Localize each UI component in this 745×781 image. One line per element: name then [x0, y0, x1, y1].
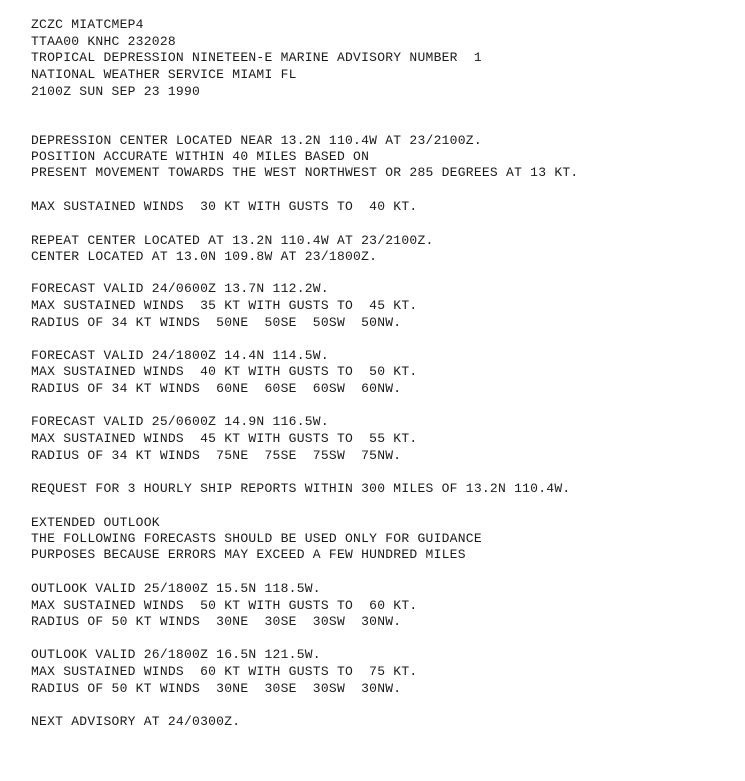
outlook-2-valid: OUTLOOK VALID 26/1800Z 16.5N 121.5W. — [31, 647, 321, 662]
outlook-1-valid: OUTLOOK VALID 25/1800Z 15.5N 118.5W. — [31, 581, 321, 596]
forecast-3-radius: RADIUS OF 34 KT WINDS 75NE 75SE 75SW 75NW. — [31, 448, 402, 463]
extended-outlook-line-2: THE FOLLOWING FORECASTS SHOULD BE USED ONLY FOR GUIDANCE — [31, 531, 482, 546]
issue-time: 2100Z SUN SEP 23 1990 — [31, 84, 201, 99]
next-advisory: NEXT ADVISORY AT 24/0300Z. — [31, 714, 241, 729]
forecast-3-valid: FORECAST VALID 25/0600Z 14.9N 116.5W. — [31, 414, 329, 429]
ship-report-request: REQUEST FOR 3 HOURLY SHIP REPORTS WITHIN 300 MILES OF 13.2N 110.4W. — [31, 481, 571, 496]
forecast-1-radius: RADIUS OF 34 KT WINDS 50NE 50SE 50SW 50NW. — [31, 315, 402, 330]
forecast-1-valid: FORECAST VALID 24/0600Z 13.7N 112.2W. — [31, 281, 329, 296]
forecast-1-winds: MAX SUSTAINED WINDS 35 KT WITH GUSTS TO 45 KT. — [31, 298, 418, 313]
forecast-2-radius: RADIUS OF 34 KT WINDS 60NE 60SE 60SW 60NW. — [31, 381, 402, 396]
winds-line-1: MAX SUSTAINED WINDS 30 KT WITH GUSTS TO 40 KT. — [31, 199, 418, 214]
extended-outlook-heading: EXTENDED OUTLOOK — [31, 515, 160, 530]
repeat-line-2: CENTER LOCATED AT 13.0N 109.8W AT 23/1800Z. — [31, 249, 378, 264]
header-line-2: TTAA00 KNHC 232028 — [31, 34, 176, 49]
center-line-3: PRESENT MOVEMENT TOWARDS THE WEST NORTHWEST OR 285 DEGREES AT 13 KT. — [31, 165, 579, 180]
header-line-1: ZCZC MIATCMEP4 — [31, 17, 144, 32]
issuing-office: NATIONAL WEATHER SERVICE MIAMI FL — [31, 67, 297, 82]
outlook-1-winds: MAX SUSTAINED WINDS 50 KT WITH GUSTS TO 60 KT. — [31, 598, 418, 613]
repeat-line-1: REPEAT CENTER LOCATED AT 13.2N 110.4W AT 23/2100Z. — [31, 233, 434, 248]
outlook-1-radius: RADIUS OF 50 KT WINDS 30NE 30SE 30SW 30NW. — [31, 614, 402, 629]
advisory-title: TROPICAL DEPRESSION NINETEEN-E MARINE ADVISORY NUMBER 1 — [31, 50, 482, 65]
extended-outlook-line-3: PURPOSES BECAUSE ERRORS MAY EXCEED A FEW HUNDRED MILES — [31, 547, 466, 562]
center-line-1: DEPRESSION CENTER LOCATED NEAR 13.2N 110.4W AT 23/2100Z. — [31, 133, 482, 148]
center-line-2: POSITION ACCURATE WITHIN 40 MILES BASED ON — [31, 149, 370, 164]
forecast-2-valid: FORECAST VALID 24/1800Z 14.4N 114.5W. — [31, 348, 329, 363]
forecast-3-winds: MAX SUSTAINED WINDS 45 KT WITH GUSTS TO 55 KT. — [31, 431, 418, 446]
forecast-2-winds: MAX SUSTAINED WINDS 40 KT WITH GUSTS TO 50 KT. — [31, 364, 418, 379]
outlook-2-winds: MAX SUSTAINED WINDS 60 KT WITH GUSTS TO 75 KT. — [31, 664, 418, 679]
outlook-2-radius: RADIUS OF 50 KT WINDS 30NE 30SE 30SW 30NW. — [31, 681, 402, 696]
